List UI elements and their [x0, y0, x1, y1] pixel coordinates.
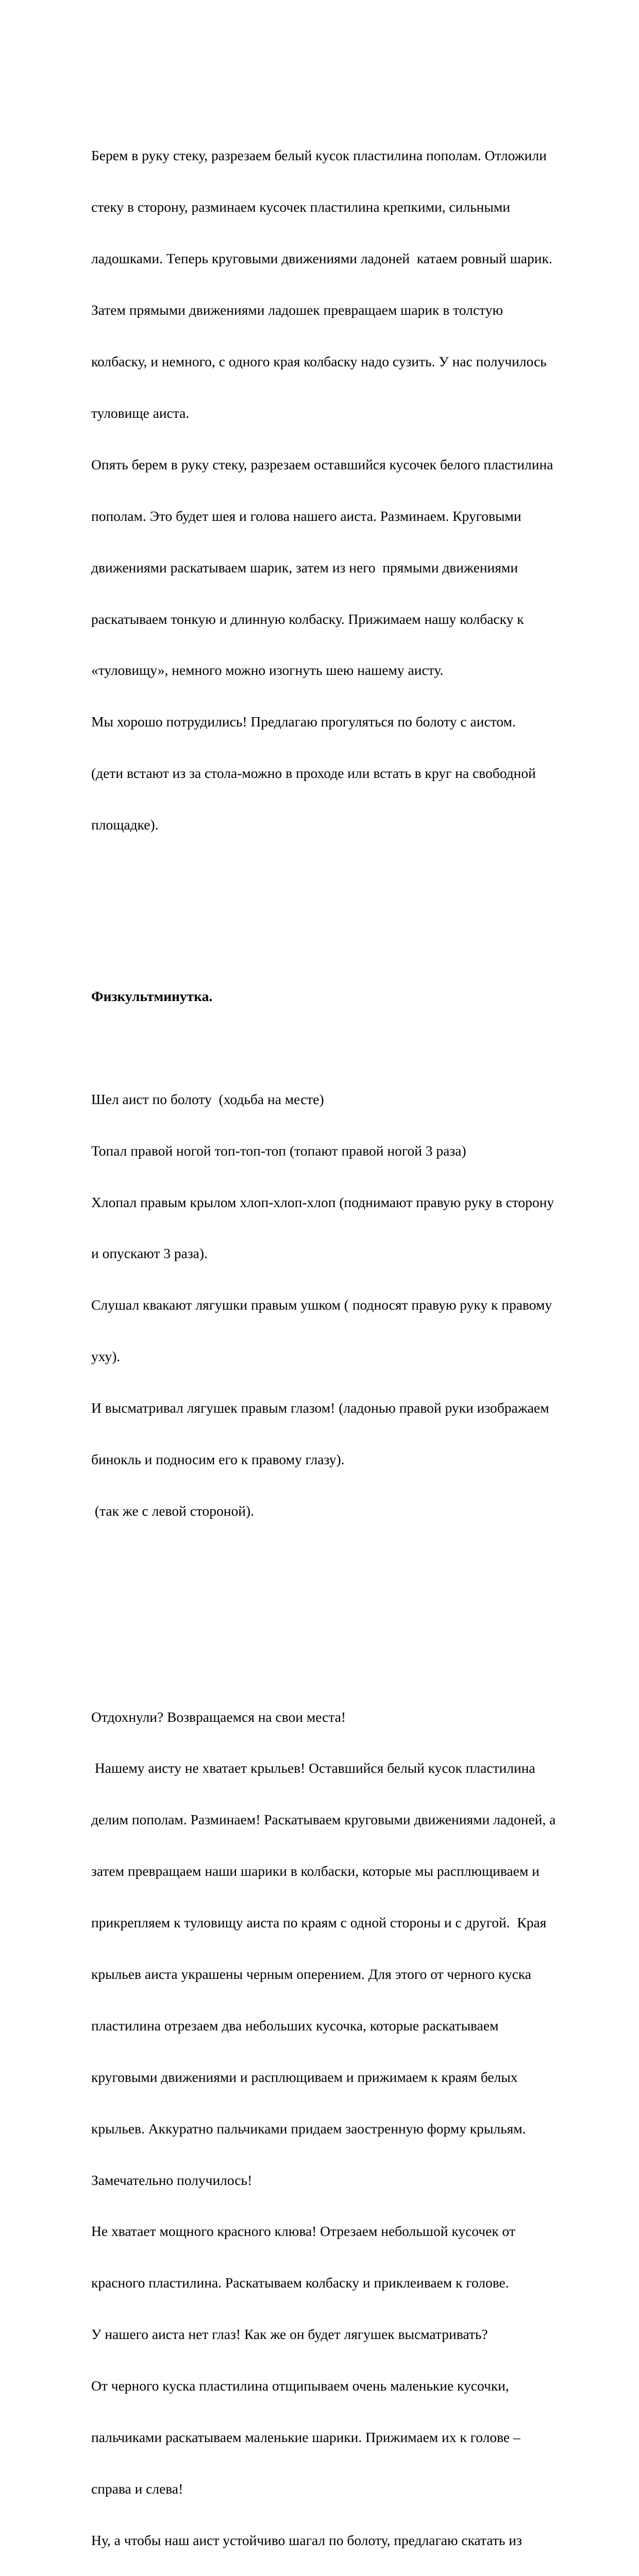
- text-line: Опять берем в руку стеку, разрезаем оставшийся кусочек белого пластилина: [91, 456, 553, 472]
- section-heading: Физкультминутка.: [91, 988, 213, 1005]
- text-line: пополам. Это будет шея и голова нашего аиста. Разминаем. Круговыми: [91, 507, 522, 524]
- text-line: затем превращаем наши шарики в колбаски, которые мы расплющиваем и: [91, 1863, 540, 1879]
- document-body: [91, 61, 601, 2576]
- text-line: Не хватает мощного красного клюва! Отрезаем небольшой кусочек от: [91, 2223, 515, 2240]
- text-line: Слушал квакают лягушки правым ушком ( подносят правую руку к правому: [91, 1297, 552, 1313]
- text-line: стеку в сторону, разминаем кусочек пластилина крепкими, сильными: [91, 199, 510, 215]
- text-line: движениями раскатываем шарик, затем из него прямыми движениями: [91, 559, 518, 575]
- text-line: круговыми движениями и расплющиваем и прижимаем к краям белых: [91, 2069, 518, 2085]
- text-line: У нашего аиста нет глаз! Как же он будет лягушек высматривать?: [91, 2326, 488, 2343]
- text-line: туловище аиста.: [91, 404, 190, 421]
- text-line: и опускают 3 раза).: [91, 1245, 208, 1262]
- text-line: (дети встают из за стола-можно в проходе или встать в круг на свободной: [91, 765, 536, 782]
- text-line: крыльев. Аккуратно пальчиками придаем заостренную форму крыльям.: [91, 2120, 526, 2137]
- text-line: пальчиками раскатываем маленькие шарики. Прижимаем их к голове –: [91, 2429, 520, 2445]
- text-line: красного пластилина. Раскатываем колбаску и приклеиваем к голове.: [91, 2275, 509, 2291]
- text-line: Шел аист по болоту (ходьба на месте): [91, 1091, 324, 1107]
- paragraph-3: [91, 1674, 601, 2576]
- text-line: Затем прямыми движениями ладошек превращаем шарик в толстую: [91, 302, 503, 318]
- blank-line: [91, 919, 601, 936]
- text-line: площадке).: [91, 817, 159, 833]
- paragraph-2: [91, 1056, 601, 1554]
- text-line: крыльев аиста украшены черным оперением. Для этого от черного куска: [91, 1965, 531, 1982]
- blank-line: [91, 1605, 601, 1622]
- text-line: бинокль и подносим его к правому глазу).: [91, 1451, 345, 1468]
- paragraph-1: [91, 113, 601, 868]
- text-line: «туловищу», немного можно изогнуть шею нашему аисту.: [91, 662, 444, 679]
- text-line: Нашему аисту не хватает крыльев! Оставшийся белый кусок пластилина: [91, 1760, 535, 1776]
- text-line: раскатываем тонкую и длинную колбаску. Прижимаем нашу колбаску к: [91, 611, 524, 627]
- text-line: пластилина отрезаем два небольших кусочка, которые раскатываем: [91, 2017, 499, 2033]
- text-line: Берем в руку стеку, разрезаем белый кусок пластилина пополам. Отложили: [91, 147, 547, 164]
- text-line: От черного куска пластилина отщипываем очень маленькие кусочки,: [91, 2378, 509, 2394]
- text-line: Мы хорошо потрудились! Предлагаю прогуляться по болоту с аистом.: [91, 714, 516, 730]
- text-line: делим пополам. Разминаем! Раскатываем круговыми движениями ладоней, а: [91, 1811, 556, 1828]
- text-line: ладошками. Теперь круговыми движениями ладоней катаем ровный шарик.: [91, 250, 552, 267]
- text-line: Топал правой ногой топ-топ-топ (топают правой ногой 3 раза): [91, 1142, 466, 1159]
- text-line: Замечательно получилось!: [91, 2172, 253, 2188]
- text-line: И высматривал лягушек правым глазом! (ладонью правой руки изображаем: [91, 1400, 549, 1416]
- text-line: Ну, а чтобы наш аист устойчиво шагал по болоту, предлагаю скатать из: [91, 2532, 522, 2548]
- text-line: колбаску, и немного, с одного края колбаску надо сузить. У нас получилось: [91, 353, 547, 370]
- text-line: (так же с левой стороной).: [91, 1502, 255, 1519]
- text-line: прикрепляем к туловищу аиста по краям с одной стороны и с другой. Края: [91, 1914, 547, 1931]
- text-line: Хлопал правым крылом хлоп-хлоп-хлоп (поднимают правую руку в сторону: [91, 1194, 554, 1210]
- text-line: уху).: [91, 1348, 121, 1365]
- text-line: Отдохнули? Возвращаемся на свои места!: [91, 1708, 346, 1725]
- text-line: справа и слева!: [91, 2480, 183, 2497]
